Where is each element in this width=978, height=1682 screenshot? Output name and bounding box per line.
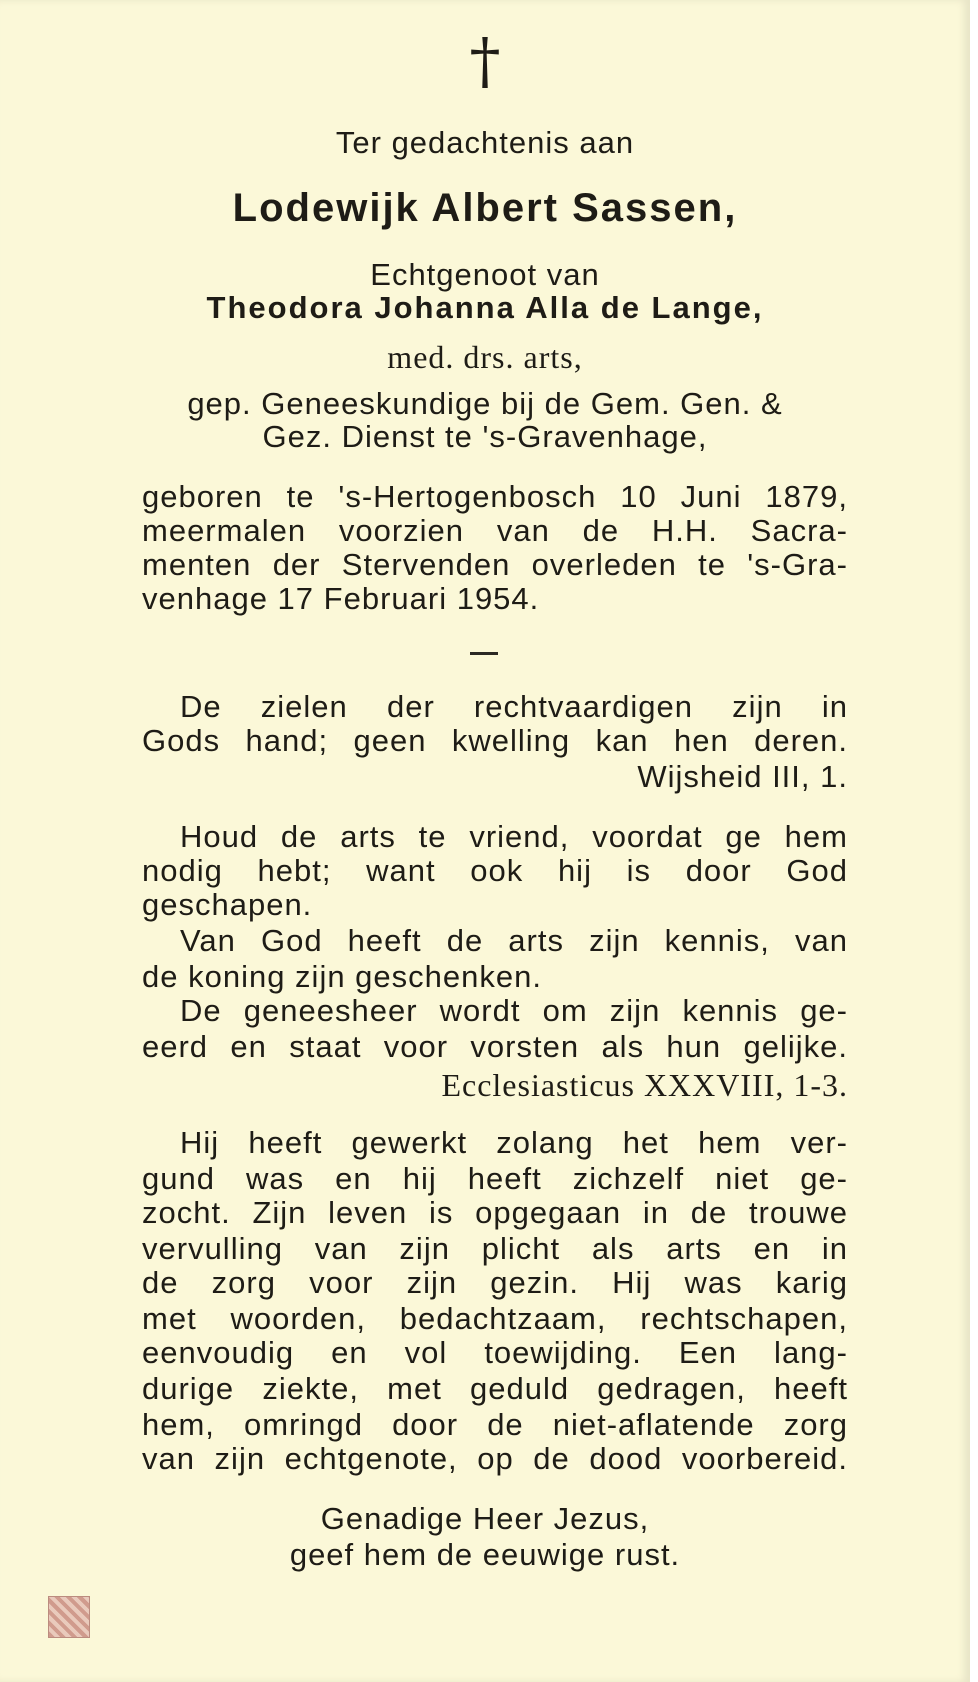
quote2-line: eerd en staat voor vorsten als hun gelijke. (142, 1029, 848, 1064)
quote2-line: geschapen. (142, 887, 313, 922)
spouse-name: Theodora Johanna Alla de Lange, (206, 290, 764, 325)
tribute-line: met woorden, bedachtzaam, rechtschapen, (142, 1301, 848, 1336)
tribute-line: Hij heeft gewerkt zolang het hem ver- (180, 1125, 848, 1160)
cross-icon: † (469, 24, 501, 97)
quote1-line: De zielen der rechtvaardigen zijn in (180, 689, 848, 724)
quote2-source: Ecclesiasticus XXXVIII, 1-3. (441, 1067, 848, 1103)
life-line: geboren te 's-Hertogenbosch 10 Juni 1879, (142, 479, 848, 514)
quote1-line: Gods hand; geen kwelling kan hen deren. (142, 723, 848, 758)
quote2-line: de koning zijn geschenken. (142, 959, 542, 994)
position-line-1: gep. Geneeskundige bij de Gem. Gen. & (187, 386, 783, 421)
life-line: meermalen voorzien van de H.H. Sacra- (142, 513, 848, 548)
tribute-line: gund was en hij heeft zichzelf niet ge- (142, 1161, 848, 1196)
tribute-line: de zorg voor zijn gezin. Hij was karig (142, 1265, 848, 1300)
spouse-intro: Echtgenoot van (370, 257, 600, 292)
quote2-line: Houd de arts te vriend, voordat ge hem (180, 819, 848, 854)
quote1-source: Wijsheid III, 1. (637, 759, 848, 794)
tribute-line: hem, omringd door de niet-aflatende zorg (142, 1407, 848, 1442)
tribute-line: zocht. Zijn leven is opgegaan in de trouwe (142, 1195, 848, 1230)
collection-stamp-icon (48, 1596, 90, 1638)
life-line: menten der Stervenden overleden te 's-Gra- (142, 547, 848, 582)
professional-title: med. drs. arts, (387, 339, 583, 375)
life-line: venhage 17 Februari 1954. (142, 581, 540, 616)
quote2-line: Van God heeft de arts zijn kennis, van (180, 923, 848, 958)
tribute-line: van zijn echtgenote, op de dood voorbereid. (142, 1441, 848, 1476)
quote2-line: nodig hebt; want ook hij is door God (142, 853, 848, 888)
tribute-line: durige ziekte, met geduld gedragen, heeft (142, 1371, 848, 1406)
divider (470, 652, 498, 655)
intro-line: Ter gedachtenis aan (335, 125, 635, 160)
deceased-name: Lodewijk Albert Sassen, (232, 186, 738, 230)
tribute-line: vervulling van zijn plicht als arts en in (142, 1231, 848, 1266)
tribute-line: eenvoudig en vol toewijding. Een lang- (142, 1335, 848, 1370)
position-line-2: Gez. Dienst te 's-Gravenhage, (262, 419, 708, 454)
prayer-line: Genadige Heer Jezus, (320, 1501, 650, 1536)
quote2-line: De geneesheer wordt om zijn kennis ge- (180, 993, 848, 1028)
prayer-line: geef hem de eeuwige rust. (289, 1537, 681, 1572)
